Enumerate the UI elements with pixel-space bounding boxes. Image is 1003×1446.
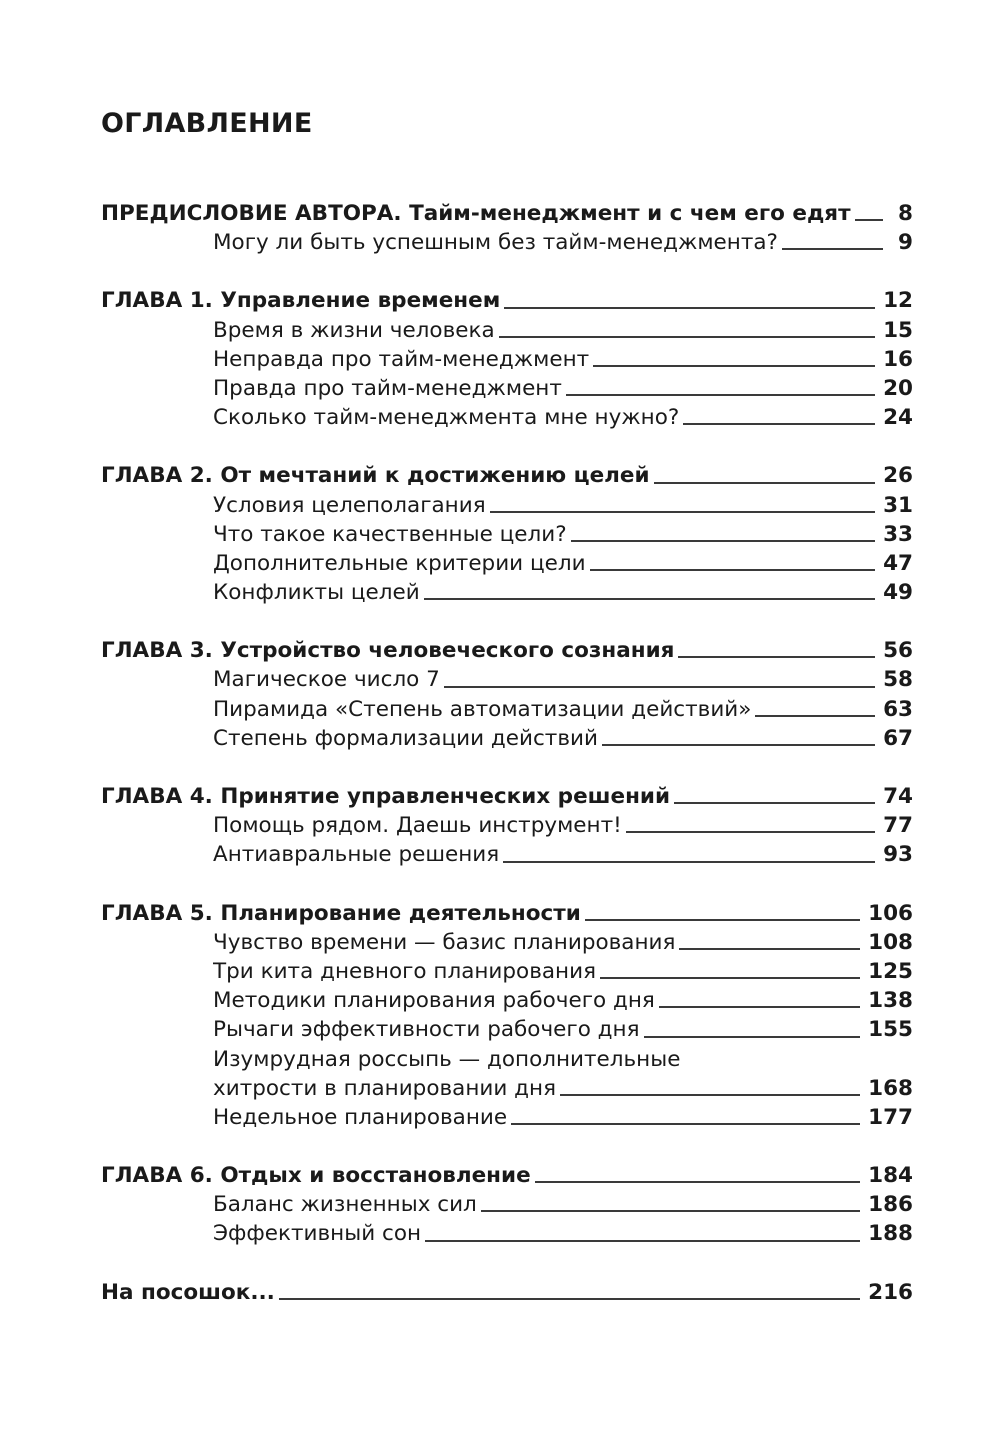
toc-subentry[interactable] [101,1074,913,1103]
toc-entry-label: Антиавральные решения [213,842,500,868]
toc-leader-line [659,1006,860,1008]
toc-subentry[interactable] [101,345,913,374]
toc-page-number: 184 [868,1163,913,1189]
toc-leader-line [626,831,875,833]
toc-subentry[interactable] [101,520,913,549]
toc-page-number: 108 [868,929,913,955]
toc-page-number: 20 [883,375,913,401]
toc-subentry[interactable] [101,1045,913,1074]
toc-page-number: 63 [883,696,913,722]
toc-subentry[interactable] [101,928,913,957]
toc-page-number: 74 [883,784,913,809]
toc-chapter-entry[interactable] [101,1161,913,1190]
toc-page [101,104,913,1336]
toc-leader-line [560,1094,860,1096]
toc-list [101,199,913,1307]
toc-chapter-entry[interactable] [101,461,913,490]
toc-page-number: 155 [868,1017,913,1043]
toc-leader-line [590,569,876,571]
toc-entry-label: ГЛАВА 4. Принятие управленческих решений [101,784,671,809]
toc-chapter-entry[interactable] [101,286,913,315]
toc-entry-label: Неправда про тайм-менеджмент [213,346,590,372]
toc-leader-line [654,482,876,484]
toc-subentry[interactable] [101,491,913,520]
toc-page-number: 188 [868,1221,913,1247]
toc-subentry[interactable] [101,724,913,753]
toc-leader-line [782,248,883,250]
toc-section [101,899,913,1133]
toc-page-number: 138 [868,988,913,1014]
toc-subentry[interactable] [101,578,913,607]
toc-subentry[interactable] [101,228,913,257]
toc-chapter-entry[interactable] [101,1278,913,1307]
toc-subentry[interactable] [101,695,913,724]
toc-section [101,199,913,257]
toc-entry-label: ГЛАВА 5. Планирование деятельности [101,900,581,926]
toc-page-number: 216 [868,1279,913,1305]
toc-page-number: 186 [868,1192,913,1218]
toc-page-number: 24 [883,405,913,431]
toc-section [101,1278,913,1307]
toc-entry-label: Условия целеполагания [213,492,486,518]
toc-subentry[interactable] [101,374,913,403]
toc-leader-line [424,598,875,600]
toc-leader-line [499,336,875,338]
toc-page-number: 168 [868,1075,913,1101]
toc-entry-label: Дополнительные критерии цели [213,550,586,576]
toc-page-number: 12 [883,288,913,314]
toc-entry-label: ГЛАВА 2. От мечтаний к достижению целей [101,463,650,489]
toc-page-number: 56 [883,638,913,664]
toc-page-number: 9 [898,230,913,256]
toc-section [101,1161,913,1249]
toc-subentry[interactable] [101,840,913,869]
toc-chapter-entry[interactable] [101,899,913,928]
toc-entry-label: На посошок... [101,1279,275,1305]
toc-leader-line [571,540,875,542]
toc-page-number: 125 [868,958,913,984]
toc-subentry[interactable] [101,1103,913,1132]
toc-subentry[interactable] [101,1219,913,1248]
toc-leader-line [444,686,875,688]
toc-page-number: 77 [883,813,913,839]
toc-chapter-entry[interactable] [101,636,913,665]
toc-leader-line [535,1181,860,1183]
toc-entry-label: Степень формализации действий [213,725,598,751]
toc-entry-label: ГЛАВА 3. Устройство человеческого сознания [101,638,675,664]
toc-leader-line [683,423,875,425]
toc-subentry[interactable] [101,549,913,578]
toc-entry-label: Эффективный сон [213,1221,422,1247]
toc-page-number: 15 [883,317,913,343]
toc-leader-line [490,511,875,513]
toc-entry-label: Три кита дневного планирования [213,958,597,984]
toc-entry-label: Пирамида «Степень автоматизации действий» [213,696,752,722]
toc-page-number: 49 [883,580,913,606]
toc-subentry[interactable] [101,1015,913,1044]
toc-page-number: 93 [883,842,913,868]
toc-entry-label: ПРЕДИСЛОВИЕ АВТОРА. Тайм-менеджмент и с чем его едят [101,201,851,226]
toc-leader-line [481,1210,860,1212]
toc-subentry[interactable] [101,811,913,840]
toc-leader-line [279,1298,860,1300]
toc-page-number: 47 [883,550,913,576]
toc-section [101,636,913,753]
toc-section [101,286,913,432]
toc-subentry[interactable] [101,986,913,1015]
toc-heading: ОГЛАВЛЕНИЕ [101,108,313,139]
toc-page-number: 106 [868,900,913,926]
toc-page-number: 16 [883,346,913,372]
toc-subentry[interactable] [101,316,913,345]
toc-entry-label: Время в жизни человека [213,317,495,343]
toc-page-number: 67 [883,725,913,751]
toc-entry-label: Что такое качественные цели? [213,521,567,547]
toc-entry-label: Сколько тайм-менеджмента мне нужно? [213,405,680,431]
toc-section [101,461,913,607]
toc-leader-line [602,744,875,746]
toc-entry-label: Рычаги эффективности рабочего дня [213,1017,640,1043]
toc-entry-label: ГЛАВА 1. Управление временем [101,288,501,314]
toc-leader-line [566,394,875,396]
toc-page-number: 8 [898,201,913,226]
toc-leader-line [600,977,860,979]
toc-page-number: 31 [883,492,913,518]
toc-leader-line [425,1240,860,1242]
toc-subentry[interactable] [101,665,913,694]
toc-leader-line [678,656,875,658]
toc-entry-label: Магическое число 7 [213,667,440,693]
toc-leader-line [503,861,875,863]
toc-leader-line [511,1123,860,1125]
toc-entry-label: Могу ли быть успешным без тайм-менеджмента? [213,230,778,256]
toc-page-number: 33 [883,521,913,547]
toc-section [101,782,913,870]
toc-leader-line [679,948,860,950]
toc-entry-label: ГЛАВА 6. Отдых и восстановление [101,1163,531,1189]
toc-leader-line [674,802,875,804]
toc-entry-label: Конфликты целей [213,580,420,606]
toc-leader-line [585,919,860,921]
toc-entry-label: Методики планирования рабочего дня [213,988,655,1014]
toc-leader-line [755,715,875,717]
toc-page-number: 26 [883,463,913,489]
toc-entry-label: Правда про тайм-менеджмент [213,375,562,401]
toc-entry-label: Изумрудная россыпь — дополнительные [213,1046,681,1072]
toc-page-number: 58 [883,667,913,693]
toc-entry-label: Чувство времени — базис планирования [213,929,676,955]
toc-entry-label: Баланс жизненных сил [213,1192,477,1218]
toc-chapter-entry[interactable] [101,782,913,811]
toc-entry-label: хитрости в планировании дня [213,1075,557,1101]
toc-leader-line [593,365,875,367]
toc-subentry[interactable] [101,1190,913,1219]
toc-leader-line [504,307,875,309]
toc-leader-line [644,1036,861,1038]
toc-entry-label: Недельное планирование [213,1104,508,1130]
toc-entry-label: Помощь рядом. Даешь инструмент! [213,813,622,839]
toc-page-number: 177 [868,1104,913,1130]
toc-subentry[interactable] [101,403,913,432]
toc-subentry[interactable] [101,957,913,986]
toc-leader-line [855,219,883,221]
toc-chapter-entry[interactable] [101,199,913,228]
